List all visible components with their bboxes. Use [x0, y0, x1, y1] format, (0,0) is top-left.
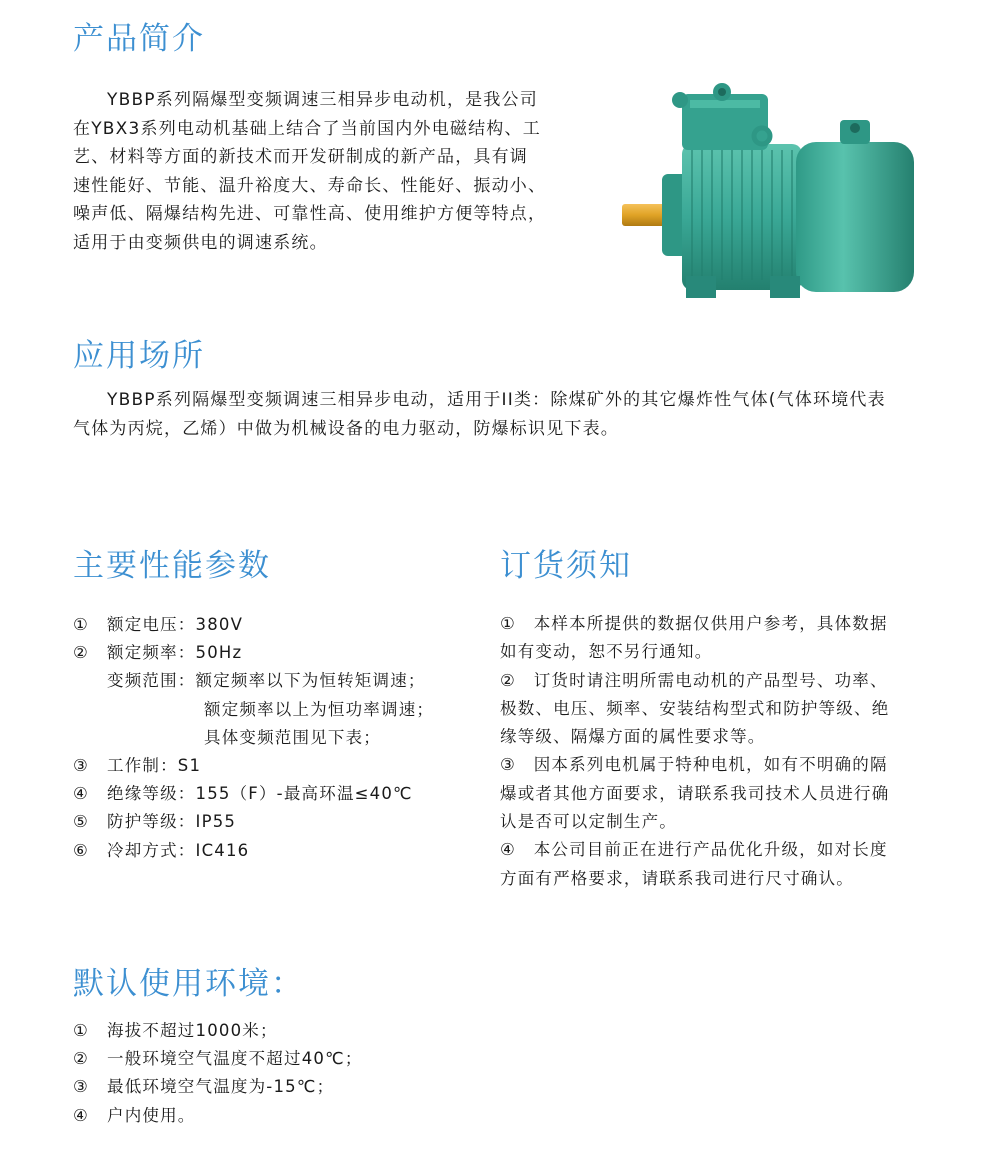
environment-number: ②	[73, 1049, 89, 1069]
fan-cover	[796, 142, 914, 292]
environment-text: 一般环境空气温度不超过40℃；	[107, 1049, 363, 1069]
terminal-box-lid	[690, 100, 760, 108]
intro-line: YBBP系列隔爆型变频调速三相异步电动机，是我公司	[107, 90, 538, 110]
spec-item	[73, 611, 434, 639]
spec-item	[73, 724, 434, 752]
application-heading: 应用场所	[73, 338, 205, 374]
ordering-line: 爆或者其他方面要求，请联系我司技术人员进行确	[500, 783, 890, 803]
spec-text: 防护等级：IP55	[107, 812, 237, 832]
ordering-line: 极数、电压、频率、安装结构型式和防护等级、绝	[500, 698, 890, 718]
specs-list	[73, 611, 434, 865]
auxiliary-box-hole	[850, 123, 860, 133]
application-line: YBBP系列隔爆型变频调速三相异步电动，适用于II类：除煤矿外的其它爆炸性气体(气体环境代表	[107, 390, 886, 410]
spec-item	[73, 780, 434, 808]
ordering-line: 缘等级、隔爆方面的属性要求等。	[500, 727, 766, 747]
ordering-heading: 订货须知	[500, 548, 632, 584]
environment-list	[73, 1017, 363, 1130]
environment-item	[73, 1017, 363, 1045]
environment-item	[73, 1102, 363, 1130]
mount-foot	[686, 276, 716, 298]
specs-heading: 主要性能参数	[73, 548, 271, 584]
ordering-paragraph	[500, 610, 889, 893]
environment-text: 户内使用。	[107, 1105, 196, 1125]
intro-paragraph	[73, 86, 546, 258]
ordering-line: ① 本样本所提供的数据仅供用户参考，具体数据	[500, 614, 888, 633]
intro-line: 速性能好、节能、温升裕度大、寿命长、性能好、振动小、	[73, 175, 547, 196]
environment-number: ③	[73, 1077, 89, 1097]
spec-number: ①	[73, 615, 89, 634]
environment-text: 最低环境空气温度为-15℃；	[107, 1077, 335, 1097]
ordering-line: 认是否可以定制生产。	[500, 812, 677, 832]
spec-number: ⑤	[73, 812, 89, 832]
intro-line: 噪声低、隔爆结构先进、可靠性高、使用维护方便等特点，	[73, 204, 547, 225]
environment-heading: 默认使用环境：	[73, 966, 304, 1002]
spec-item	[73, 639, 434, 667]
intro-heading: 产品简介	[73, 21, 205, 57]
spec-text: 额定频率以上为恒功率调速；	[204, 699, 435, 719]
spec-text: 绝缘等级：155（F）-最高环温≤40℃	[107, 784, 413, 804]
environment-text: 海拔不超过1000米；	[107, 1021, 278, 1040]
spec-text: 具体变频范围见下表；	[204, 727, 381, 747]
spec-item	[73, 752, 434, 780]
spec-item	[73, 696, 434, 724]
intro-line: 适用于由变频供电的调速系统。	[73, 232, 328, 253]
spec-text: 工作制：S1	[107, 755, 202, 775]
spec-text: 变频范围：额定频率以下为恒转矩调速；	[107, 671, 426, 691]
application-line: 气体为丙烷，乙烯）中做为机械设备的电力驱动，防爆标识见下表。	[73, 418, 619, 439]
spec-number: ⑥	[73, 840, 89, 860]
ordering-line: ④ 本公司目前正在进行产品优化升级，如对长度	[500, 840, 888, 860]
application-paragraph	[73, 386, 886, 443]
ordering-line: ③ 因本系列电机属于特种电机，如有不明确的隔	[500, 755, 888, 775]
spec-text: 额定频率：50Hz	[107, 643, 243, 663]
ordering-line: 方面有严格要求，请联系我司进行尺寸确认。	[500, 868, 854, 888]
spec-item	[73, 667, 434, 695]
spec-number: ③	[73, 755, 89, 775]
spec-text: 额定电压：380V	[107, 615, 244, 634]
motor-image	[620, 80, 920, 300]
ordering-line: ② 订货时请注明所需电动机的产品型号、功率、	[500, 670, 888, 690]
cable-gland-hole	[718, 88, 726, 96]
ordering-line: 如有变动，恕不另行通知。	[500, 642, 713, 662]
environment-item	[73, 1045, 363, 1073]
environment-number: ④	[73, 1105, 89, 1125]
spec-text: 冷却方式：IC416	[107, 840, 250, 860]
intro-line: 艺、材料等方面的新技术而开发研制成的新产品，具有调	[73, 147, 528, 168]
environment-item	[73, 1073, 363, 1101]
environment-number: ①	[73, 1021, 89, 1040]
spec-item	[73, 808, 434, 836]
mount-foot	[770, 276, 800, 298]
spec-item	[73, 837, 434, 865]
spec-number: ②	[73, 643, 89, 663]
intro-line: 在YBX3系列电动机基础上结合了当前国内外电磁结构、工	[73, 118, 541, 139]
shaft	[622, 204, 666, 226]
spec-number: ④	[73, 784, 89, 804]
cable-gland	[672, 92, 688, 108]
